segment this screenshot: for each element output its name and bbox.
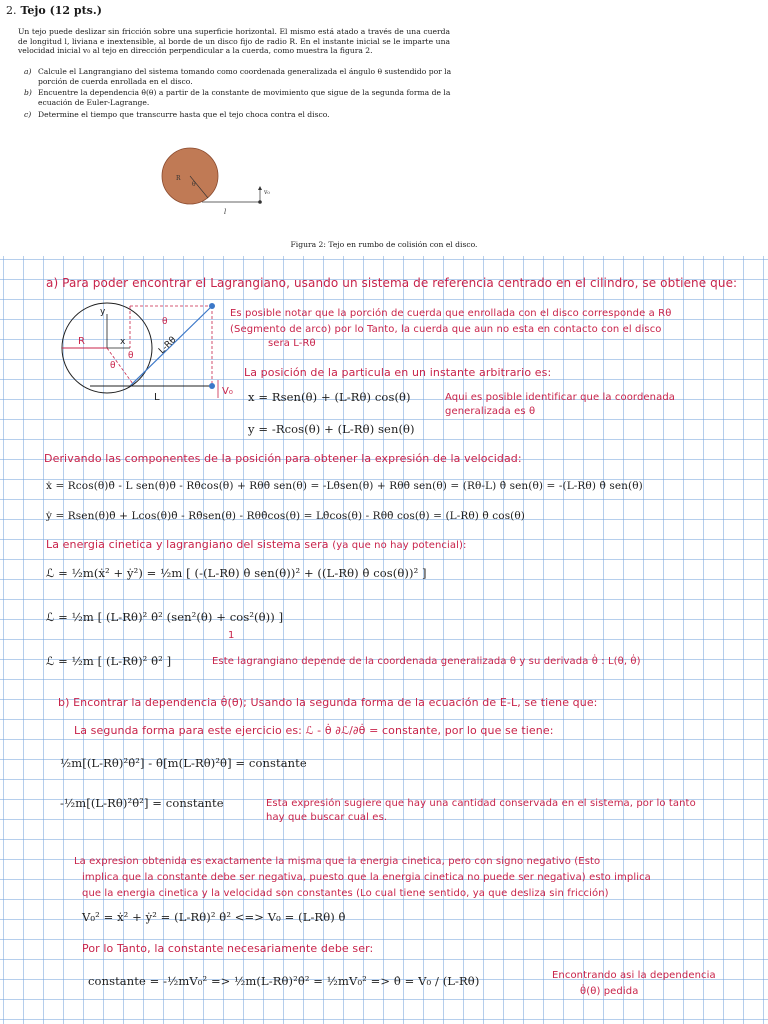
label-x: x [120,337,126,347]
lagrangian-eq-2: ℒ = ½m [ (L-Rθ)² θ̇² (sen²(θ) + cos²(θ)) ] [46,610,284,624]
b-note-1: Esta expresión sugiere que hay una cantidad conservada en el sistema, por lo tanto [266,798,696,809]
figure-radius: R [176,175,181,182]
x-position-eq: x = Rsen(θ) + (L-Rθ) cos(θ) [248,390,411,404]
final-note-2: θ̇(θ) pedida [580,986,639,997]
handwritten-notes [0,256,768,1024]
figure-v0: v₀ [264,189,270,196]
lagrangian-note: Este lagrangiano depende de la coordenada generalizada θ y su derivada θ̇ : L(θ, θ̇) [212,656,641,667]
observation-2: implica que la constante debe ser negativa, puesto que la energia cinetica no puede ser negativa) esto implica [82,872,651,883]
problem-text: Un tejo puede deslizar sin fricción sobre una superficie horizontal. El mismo está atado a través de una cuerda de longitud l, liviana e inextensible, al borde de un disco fijo de radio R. En el instante inicial se le imparte una velocidad inicial v₀ al tejo en dirección perpendicular a la cuerda, como muestra la figura 2. [18,27,450,56]
remark-line-2: (Segmento de arco) por lo Tanto, la cuerda que aun no esta en contacto con el disco [230,324,662,335]
therefore-text: Por lo Tanto, la constante necesariamente debe ser: [82,942,374,955]
problem-statement [0,0,768,256]
lagrangian-eq-3: ℒ = ½m [ (L-Rθ)² θ̇² ] [46,654,172,668]
item-text: Determine el tiempo que transcurre hasta que el tejo choca contra el disco. [38,109,330,119]
b-eq-1: ½m[(L-Rθ)²θ̇²] - θ̇[m(L-Rθ)²θ̇] = constante [60,756,307,770]
problem-number: 2. [6,4,17,17]
figure-length: l [224,208,227,216]
b-note-2: hay que buscar cual es. [266,812,388,823]
part-a-heading: a) Para poder encontrar el Lagrangiano, usando un sistema de referencia centrado en el cilindro, se obtiene que: [46,276,738,290]
underbrace-one: 1 [228,630,235,641]
item-text: Calcule el Langrangiano del sistema tomando como coordenada generalizada el ángulo θ sustendido por la porción de cuerda enrollada en el disco. [38,67,452,86]
problem-item-c [24,110,452,120]
constant-eq: constante = -½mV₀² => ½m(L-Rθ)²θ̇² = ½mV₀² => θ̇ = V₀ / (L-Rθ) [88,974,480,988]
label-y: y [100,307,106,317]
figure-disk-puck [150,140,290,220]
energy-label: La energia cinetica y lagrangiano del sistema sera [46,538,329,551]
item-letter: a) [24,67,32,76]
label-theta-low: θ [110,361,116,371]
label-theta-top: θ [162,317,168,327]
problem-title [6,4,102,17]
item-letter: b) [24,88,32,98]
remark-line-1: Es posible notar que la porción de cuerda que enrollada con el disco corresponde a Rθ [230,308,672,319]
remark-line-3: sera L-Rθ [268,338,316,349]
geometry-diagram [50,296,250,406]
label-R: R [78,336,85,347]
observation-1: La expresion obtenida es exactamente la misma que la energia cinetica, pero con signo negativo (Esto [74,856,601,867]
item-text: Encuentre la dependencia θ̇(θ) a partir de la constante de movimiento que sigue de la segunda forma de la ecuación de Euler-Lagrange. [38,88,451,108]
y-position-eq: y = -Rcos(θ) + (L-Rθ) sen(θ) [248,422,415,436]
label-L: L [154,392,160,403]
problem-item-b [24,88,452,107]
final-note-1: Encontrando asi la dependencia [552,970,716,981]
second-form-text: La segunda forma para este ejercicio es: ℒ - θ̇ ∂ℒ/∂θ̇ = constante, por lo que se tiene: [74,724,554,737]
lagrangian-eq-1: ℒ = ½m(ẋ² + ẏ²) = ½m [ (-(L-Rθ) θ̇ sen(θ))² + ((L-Rθ) θ̇ cos(θ))² ] [46,566,427,580]
coord-note-2: generalizada es θ [445,406,536,417]
puck-point [209,303,215,309]
velocity-eq: V₀² = ẋ² + ẏ² = (L-Rθ)² θ̇² <=> V₀ = (L-Rθ) θ̇ [82,910,346,924]
b-eq-2: -½m[(L-Rθ)²θ̇²] = constante [60,796,224,810]
figure-theta: θ [192,181,196,188]
coord-note-1: Aqui es posible identificar que la coordenada [445,392,676,403]
label-v0: V₀ [222,386,233,397]
energy-text [46,538,466,551]
figure-caption: Figura 2: Tejo en rumbo de colisión con el disco. [290,240,478,249]
part-b-heading: b) Encontrar la dependencia θ̇(θ); Usando la segunda forma de la ecuación de E-L, se tiene que: [58,696,598,709]
label-rope: L-Rθ [157,335,179,357]
problem-items [24,67,452,122]
item-letter: c) [24,109,32,119]
ydot-eq: ẏ = Rsen(θ)θ̇ + Lcos(θ)θ̇ - Rθ̇sen(θ) - Rθθ̇cos(θ) = Lθ̇cos(θ) - Rθθ̇ cos(θ) = (L-Rθ) θ̇ cos(θ) [46,510,525,522]
start-point [209,383,215,389]
position-text: La posición de la particula en un instante arbitrario es: [244,366,552,379]
observation-3: que la energia cinetica y la velocidad son constantes (Lo cual tiene sentido, ya que desliza sin fricción) [82,888,609,899]
label-theta-mid: θ [128,351,134,361]
problem-item-a [24,67,452,86]
velocity-arrowhead [258,186,262,190]
energy-note: (ya que no hay potencial): [332,540,467,551]
problem-title-text: Tejo (12 pts.) [20,4,102,17]
derivative-text: Derivando las componentes de la posición para obtener la expresión de la velocidad: [44,452,522,465]
xdot-eq: ẋ = Rcos(θ)θ̇ - L sen(θ)θ̇ - Rθ̇cos(θ) + Rθθ̇ sen(θ) = -Lθ̇sen(θ) + Rθθ̇ sen(θ) = (Rθ-L) θ̇ sen(θ) = -(L-Rθ) θ̇ sen(θ) [46,480,643,492]
